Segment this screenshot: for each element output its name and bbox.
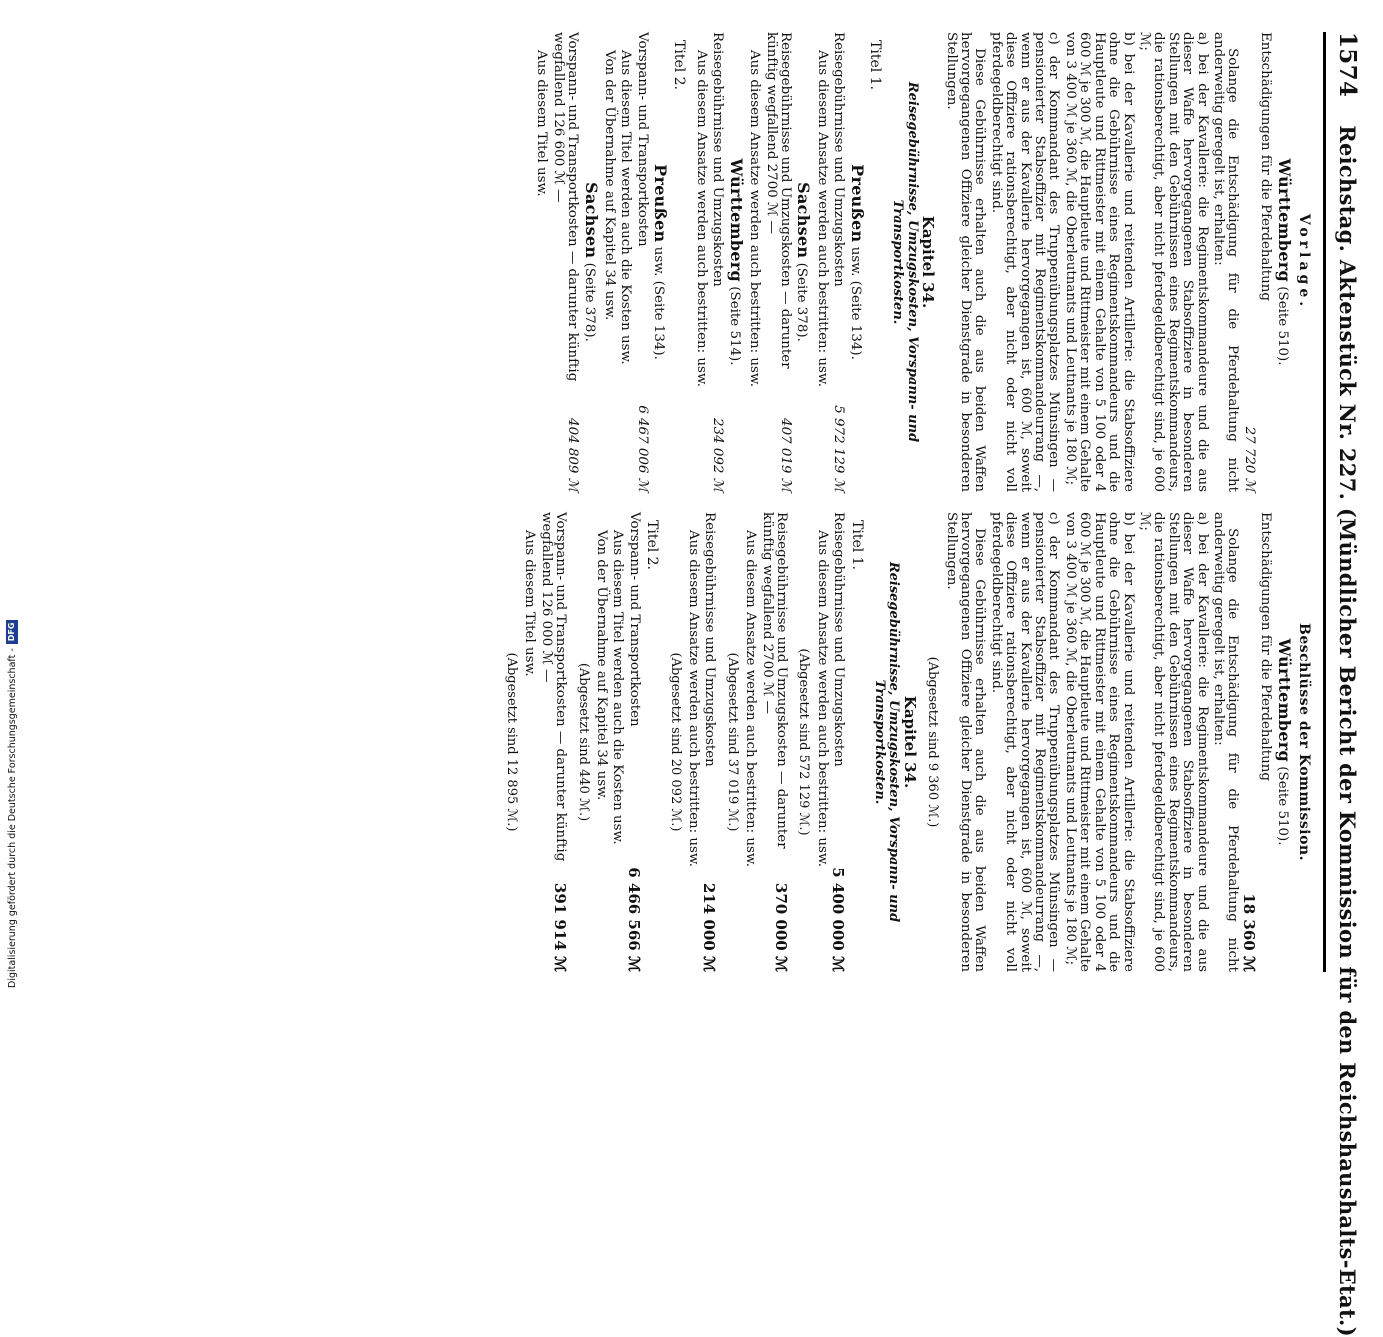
credit-text: Digitalisierung gefördert durch die Deutsche Forschungsgemeinschaft - bbox=[6, 648, 18, 988]
budget-line: Vorspann- und Transportkosten 6 467 006 ℳ bbox=[634, 32, 650, 492]
state-heading: Württemberg (Seite 514). bbox=[726, 158, 746, 366]
page-header bbox=[1334, 32, 1361, 1337]
budget-line: Vorspann- und Transportkosten 6 466 566 ℳ bbox=[624, 512, 643, 972]
state-heading: Württemberg (Seite 510). bbox=[1274, 158, 1294, 366]
dfg-logo: DFG bbox=[6, 620, 18, 645]
running-title: Reichstag. Aktenstück Nr. 227. (Mündlicher Bericht der Kommission für den Reichshaushalts-Etat.) bbox=[1335, 125, 1360, 1337]
state-heading: Preußen usw. (Seite 134). bbox=[651, 164, 671, 360]
paragraph: Solange die Entschädigung für die Pferdehaltung nicht anderweitig geregelt ist, erhalten: bbox=[1210, 512, 1241, 972]
budget-line: Reisegebührnisse und Umzugskosten — darunter künftig wegfallend 2700 ℳ — 407 019 ℳ bbox=[763, 32, 793, 492]
page-number: 1574 bbox=[1334, 32, 1361, 98]
deduction-note: (Abgesetzt sind 572 129 ℳ.) bbox=[796, 648, 812, 836]
budget-amount-row: 27 720 ℳ bbox=[1241, 426, 1257, 492]
list-item: b) bei der Kavallerie und reitenden Artillerie: die Stabsoffiziere ohne die Gebührnisse eines Regimentskommandeurs und die Hauptleute und Rittmeister mit einem Gehalte von 5 100 oder 4 600 ℳ je 300 ℳ, die Hauptleute und Rittmeister mit einem Gehalte von 3 400 ℳ je 360 ℳ, die Oberleutnants und Leutnants je 180 ℳ; bbox=[1062, 512, 1136, 972]
budget-line: Entschädigungen für die Pferdehaltung bbox=[1258, 512, 1274, 781]
two-column-body bbox=[496, 32, 1312, 972]
list-item: b) bei der Kavallerie und reitenden Artillerie: die Stabsoffiziere ohne die Gebührnisse eines Regimentskommandeurs und die Hauptleute und Rittmeister mit einem Gehalte von 5 100 oder 4 600 ℳ je 300 ℳ, die Hauptleute und Rittmeister mit einem Gehalte von 3 400 ℳ je 360 ℳ, die Oberleutnants und Leutnants je 180 ℳ; bbox=[1062, 32, 1136, 492]
budget-line: Reisegebührnisse und Umzugskosten 5 972 129 ℳ bbox=[831, 32, 847, 492]
paragraph: Aus diesem Ansatze werden auch bestritten: usw. bbox=[814, 50, 830, 388]
paragraph: Aus diesem Ansatze werden auch bestritten: usw. bbox=[693, 50, 709, 388]
titel-heading: Titel 1. bbox=[848, 520, 865, 571]
kapitel-subheading: Reisegebührnisse, Umzugskosten, Vorspann- und Transportkosten. bbox=[890, 81, 920, 443]
budget-amount-row: 18 360 ℳ bbox=[1239, 893, 1258, 972]
paragraph: Aus diesem Titel werden auch die Kosten usw. bbox=[618, 50, 634, 365]
list-item: a) bei der Kavallerie: die Regimentskommandeure und die aus dieser Waffe hervorgegangenen Stabsoffiziere in besonderen Stellungen mit den Gebührnissen eines Regimentskommandeurs, die rationsberechtigt, aber nicht pferdegeldberechtigt sind, je 600 ℳ; bbox=[1136, 32, 1210, 492]
budget-line: Entschädigungen für die Pferdehaltung bbox=[1258, 32, 1274, 301]
kapitel-heading: Kapitel 34. bbox=[900, 695, 919, 789]
column-beschluesse bbox=[496, 512, 1312, 972]
paragraph: Von der Übernahme auf Kapitel 34 usw. bbox=[593, 530, 609, 801]
list-item: a) bei der Kavallerie: die Regimentskommandeure und die aus dieser Waffe hervorgegangenen Stabsoffiziere in besonderen Stellungen mit den Gebührnissen eines Regimentskommandeurs, die rationsberechtigt, aber nicht pferdegeldberechtigt sind, je 600 ℳ; bbox=[1136, 512, 1210, 972]
state-heading: Preußen usw. (Seite 134). bbox=[847, 164, 867, 360]
deduction-note: (Abgesetzt sind 12 895 ℳ.) bbox=[503, 652, 519, 832]
titel-heading: Titel 2. bbox=[644, 520, 661, 571]
paragraph: Aus diesem Ansatze werden auch bestritten: usw. bbox=[743, 530, 759, 868]
kapitel-subheading: Reisegebührnisse, Umzugskosten, Vorspann- und Transportkosten. bbox=[872, 561, 902, 923]
paragraph: Aus diesem Titel usw. bbox=[522, 530, 538, 677]
titel-heading: Titel 1. bbox=[867, 40, 884, 91]
deduction-note: (Abgesetzt sind 37 019 ℳ.) bbox=[724, 652, 740, 832]
paragraph: Solange die Entschädigung für die Pferdehaltung nicht anderweitig geregelt ist, erhalten: bbox=[1210, 32, 1241, 492]
column-heading: Beschlüsse der Kommission. bbox=[1296, 623, 1312, 861]
titel-heading: Titel 2. bbox=[670, 40, 687, 91]
state-heading: Sachsen (Seite 378). bbox=[794, 182, 814, 342]
paragraph: Aus diesem Ansatze werden auch bestritten: usw. bbox=[685, 530, 701, 868]
paragraph: Von der Übernahme auf Kapitel 34 usw. bbox=[601, 50, 617, 321]
column-heading: Vorlage. bbox=[1296, 213, 1312, 311]
paragraph: Aus diesem Ansatze werden auch bestritten: usw. bbox=[814, 530, 830, 868]
list-item: c) der Kommandant des Truppenübungsplatzes Münsingen — pensionierter Stabsoffizier mit Regimentskommandeurrang —, wenn er aus der Kavallerie hervorgegangen ist, 600 ℳ, soweit diese Offiziere rationsberechtigt, aber nicht oder nicht voll pferdegeldberechtigt sind. bbox=[988, 32, 1062, 492]
budget-line: Reisegebührnisse und Umzugskosten 234 092 ℳ bbox=[710, 32, 726, 492]
paragraph: Diese Gebührnisse erhalten auch die aus beiden Waffen hervorgegangenen Offiziere gleicher Dienstgrade in besonderen Stellungen. bbox=[943, 512, 988, 972]
budget-line: Reisegebührnisse und Umzugskosten 214 000 ℳ bbox=[700, 512, 719, 972]
budget-line: Reisegebührnisse und Umzugskosten 5 400 000 ℳ bbox=[829, 512, 848, 972]
digitization-credit bbox=[2, 0, 22, 1000]
paragraph: Aus diesem Titel usw. bbox=[534, 50, 550, 197]
paragraph: Aus diesem Ansatze werden auch bestritten: usw. bbox=[747, 50, 763, 388]
kapitel-heading: Kapitel 34. bbox=[919, 215, 938, 309]
header-rule bbox=[1323, 32, 1326, 972]
budget-line: Vorspann- und Transportkosten — darunter künftig wegfallend 126 600 ℳ — 404 809 ℳ bbox=[550, 32, 581, 492]
budget-line: Vorspann- und Transportkosten — darunter künftig wegfallend 126 000 ℳ — 391 914 ℳ bbox=[538, 512, 570, 972]
paragraph: Diese Gebührnisse erhalten auch die aus beiden Waffen hervorgegangenen Offiziere gleicher Dienstgrade in besonderen Stellungen. bbox=[943, 32, 988, 492]
paragraph: Aus diesem Titel werden auch die Kosten usw. bbox=[610, 530, 626, 845]
deduction-note: (Abgesetzt sind 20 092 ℳ.) bbox=[667, 652, 683, 832]
budget-line: Reisegebührnisse und Umzugskosten — darunter künftig wegfallend 2700 ℳ — 370 000 ℳ bbox=[759, 512, 790, 972]
state-heading: Württemberg (Seite 510). bbox=[1274, 638, 1294, 846]
column-vorlage bbox=[496, 32, 1312, 492]
state-heading: Sachsen (Seite 378). bbox=[581, 182, 601, 342]
deduction-note: (Abgesetzt sind 9 360 ℳ.) bbox=[925, 656, 941, 828]
deduction-note: (Abgesetzt sind 440 ℳ.) bbox=[575, 662, 591, 822]
list-item: c) der Kommandant des Truppenübungsplatzes Münsingen — pensionierter Stabsoffizier mit Regimentskommandeurrang —, wenn er aus der Kavallerie hervorgegangen ist, 600 ℳ, soweit diese Offiziere rationsberechtigt, aber nicht oder nicht voll pferdegeldberechtigt sind. bbox=[988, 512, 1062, 972]
